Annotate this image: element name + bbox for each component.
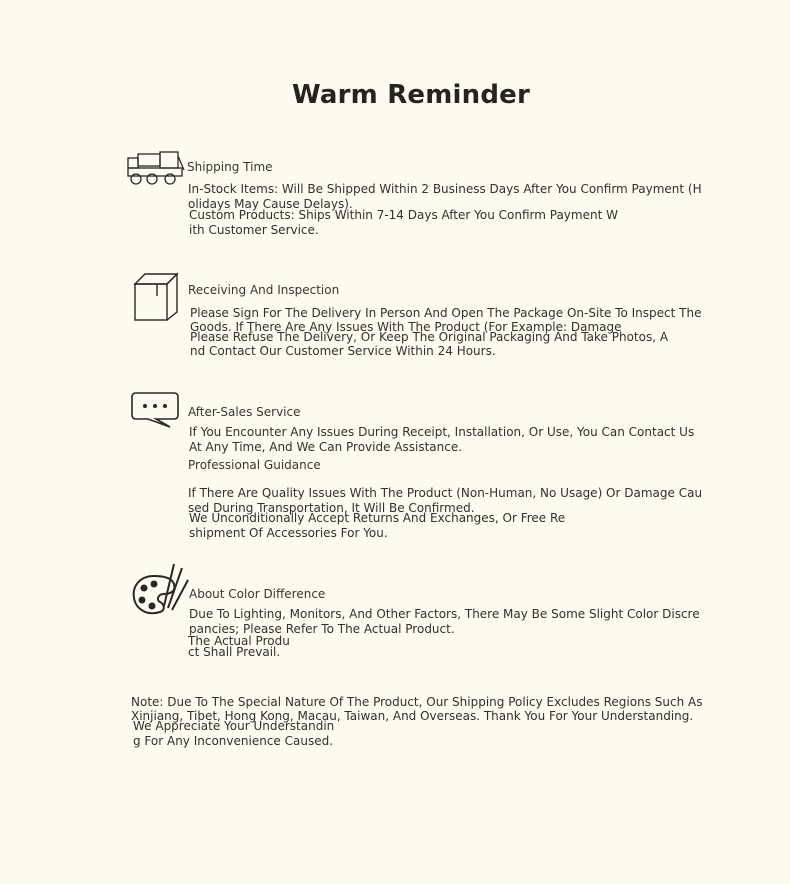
after-sales-line-2: At Any Time, And We Can Provide Assistance. <box>189 440 463 454</box>
receiving-line-4: nd Contact Our Customer Service Within 24 Hours. <box>190 344 496 358</box>
receiving-line-2: Goods. If There Are Any Issues With The Product (For Example: Damage <box>190 320 622 334</box>
receiving-line-3: Please Refuse The Delivery, Or Keep The Original Packaging And Take Photos, A <box>190 330 669 344</box>
professional-guidance-heading: Professional Guidance <box>188 458 321 472</box>
receiving-heading: Receiving And Inspection <box>188 283 340 297</box>
note-line-2: Xinjiang, Tibet, Hong Kong, Macau, Taiwan, And Overseas. Thank You For Your Understanding. <box>131 709 694 723</box>
palette-icon <box>130 560 190 620</box>
after-sales-line-4: sed During Transportation, It Will Be Confirmed. <box>188 501 475 515</box>
note-line-4: g For Any Inconvenience Caused. <box>133 734 334 748</box>
after-sales-heading: After-Sales Service <box>188 405 301 419</box>
color-line-4: ct Shall Prevail. <box>188 645 281 659</box>
shipping-heading: Shipping Time <box>187 160 273 174</box>
after-sales-line-1: If You Encounter Any Issues During Receipt, Installation, Or Use, You Can Contact Us <box>189 425 695 439</box>
shipping-line-1: In-Stock Items: Will Be Shipped Within 2 Business Days After You Confirm Payment (H <box>188 182 702 196</box>
note-line-3: We Appreciate Your Understandin <box>133 719 335 733</box>
truck-icon <box>126 148 188 190</box>
note-line-1: Note: Due To The Special Nature Of The Product, Our Shipping Policy Excludes Regions Such As <box>131 695 703 709</box>
color-heading: About Color Difference <box>189 587 326 601</box>
color-line-3: The Actual Produ <box>188 634 290 648</box>
shipping-line-4: ith Customer Service. <box>189 223 319 237</box>
box-icon <box>131 272 183 326</box>
after-sales-line-6: shipment Of Accessories For You. <box>189 526 388 540</box>
after-sales-line-3: If There Are Quality Issues With The Product (Non-Human, No Usage) Or Damage Cau <box>188 486 703 500</box>
shipping-line-2: olidays May Cause Delays). <box>188 197 353 211</box>
chat-bubble-icon <box>130 389 182 431</box>
receiving-line-1: Please Sign For The Delivery In Person And Open The Package On-Site To Inspect The <box>190 306 702 320</box>
color-line-2: pancies; Please Refer To The Actual Product. <box>189 622 455 636</box>
page-title: Warm Reminder <box>291 80 531 110</box>
color-line-1: Due To Lighting, Monitors, And Other Factors, There May Be Some Slight Color Discre <box>189 607 700 621</box>
shipping-line-3: Custom Products: Ships Within 7-14 Days After You Confirm Payment W <box>189 208 618 222</box>
after-sales-line-5: We Unconditionally Accept Returns And Exchanges, Or Free Re <box>189 511 566 525</box>
